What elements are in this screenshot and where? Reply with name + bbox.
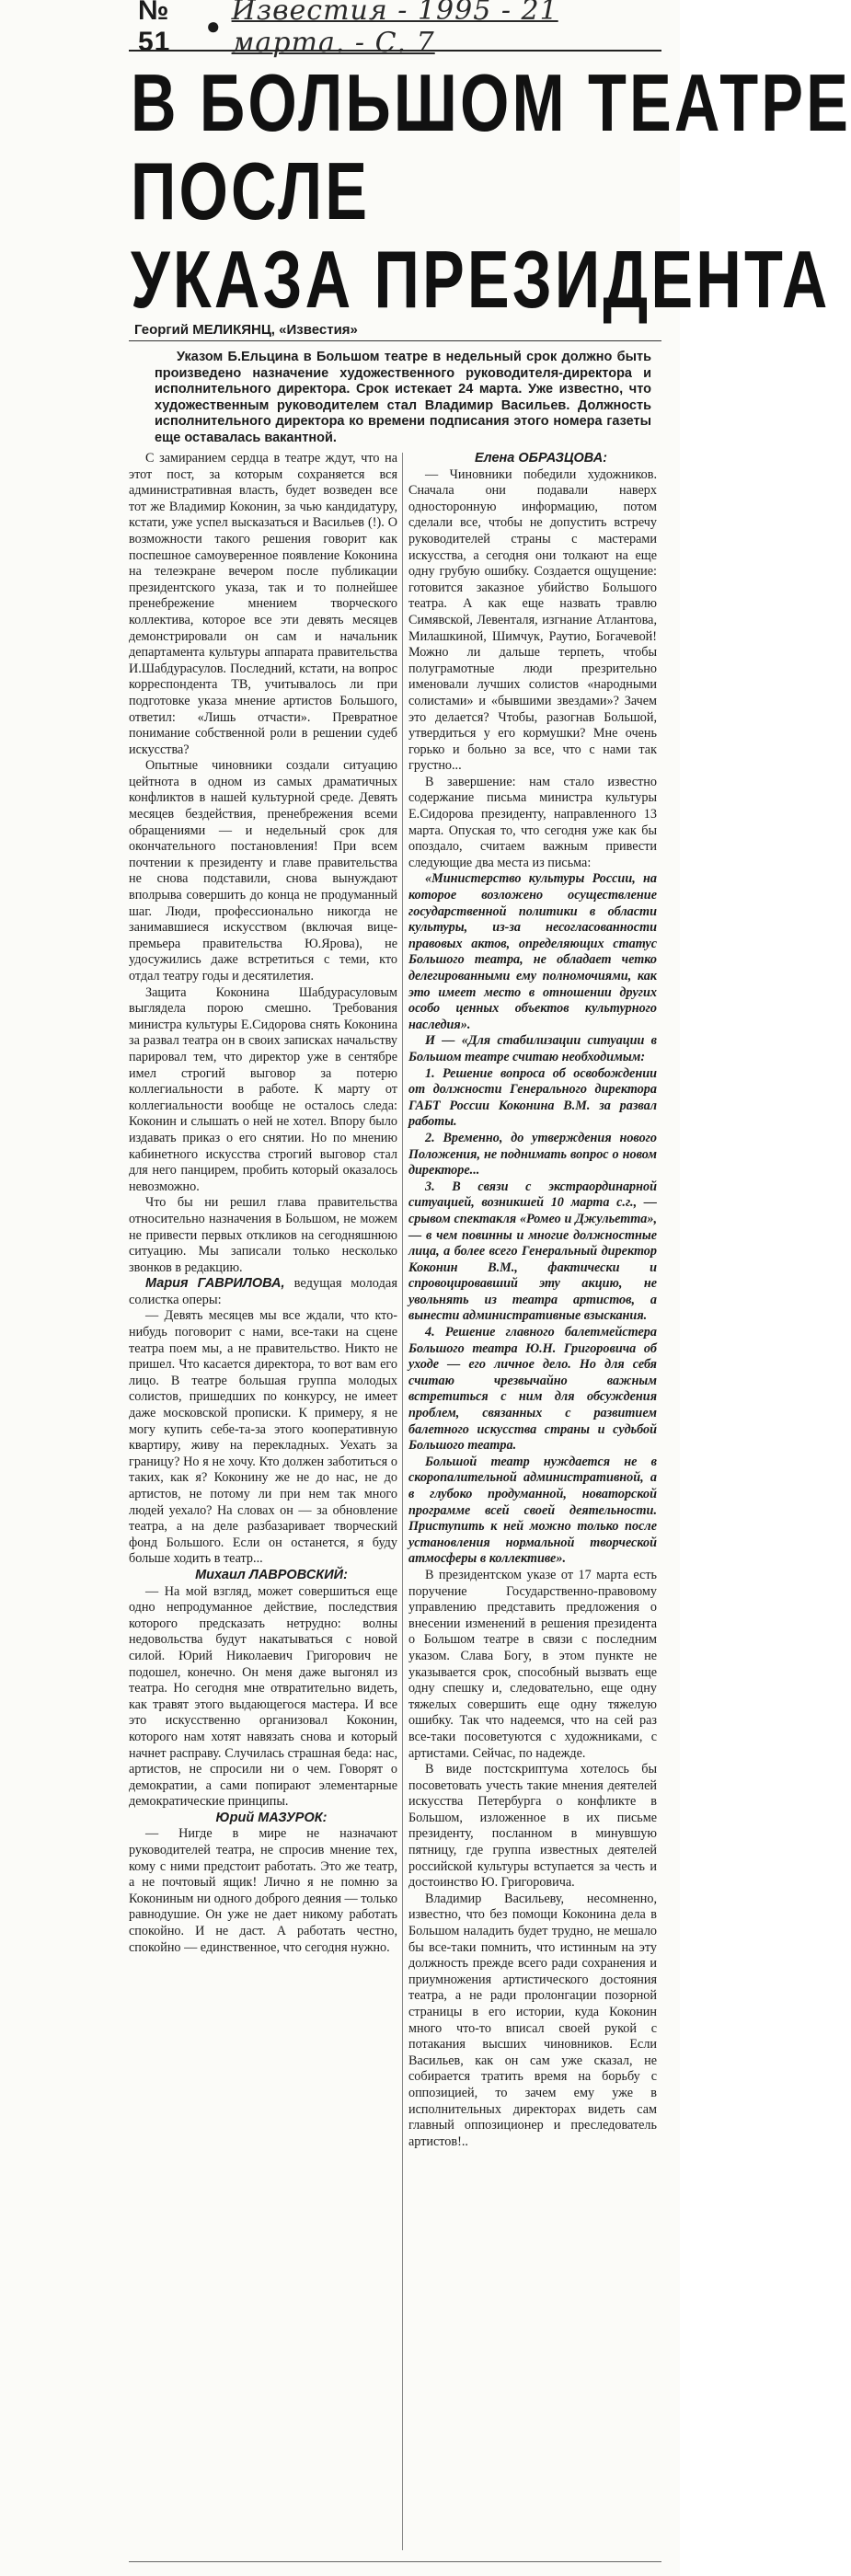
letter-quote: «Министерство культуры России, на которое возложено осуществление государственной политики в области культуры, из-за несогласованности правовых актов, определяющих статус Большого театра, не обладает четко делегированными ему полномочиями, как это имеет место в отношении других особо ценных объектов культурного наследия».	[408, 871, 657, 1032]
paragraph: Защита Коконина Шабдурасуловым выглядела порою смешно. Требования министра культуры Е.Сидорова снять Коконина за развал театра он в своих записках начальству парировал тем, что директор уже в сентябре имел строгий выговор за потерю коллегиальности в работе. К марту от коллегиальности вообще не осталось следа: Коконин и слышать о ней не хотел. Впору было издавать приказ о его снятии. Но по мнению кабинетного искусства строгий выговор стал для него панцирем, пробить который оказалось невозможно.	[129, 984, 397, 1194]
paragraph: — Девять месяцев мы все ждали, что кто-нибудь поговорит с нами, все-таки на сцене театра поем мы, а не правительство. Никто не пришел. Что касается директора, то вот вам его лицо. В театре большая группа молодых солистов, пришедших по конкурсу, не имеет даже московской прописки. К примеру, я не могу купить себе-та-за этого кооперативную квартиру, живу на перекладных. Уехать за границу? Но я не хочу. Кто должен заботиться о таких, как я? Коконину же не до нас, не до артистов, не потому ли при нем так много людей уехало? На словах он — за обновление театра, а на деле разбазаривает творческий фонд Большого. Если он останется, я буду больше ходить в театр...	[129, 1308, 397, 1567]
paragraph: С замиранием сердца в театре ждут, что на этот пост, за которым сохраняется вся административная власть, будет возведен все тот же Владимир Коконин, за чью кандидатуру, кстати, уже успел высказаться и Васильев (!). О возможности такого решения говорит как поспешное самоуверенное появление Коконина на телеэкране вечером после публикации президентского указа, так и то полнейшее пренебрежение мнением творческого коллектива, которое все эти девять месяцев демонстрировали он сам и начальник департамента культуры аппарата правительства И.Шабдурасулов. Последний, кстати, на вопрос корреспондента ТВ, учитывалось ли при подготовке указа мнение артистов Большого, ответил: «Лишь отчасти». Превратное понимание собственной роли в решении судеб искусства?	[129, 451, 397, 757]
letter-quote: 2. Временно, до утверждения нового Положения, не поднимать вопрос о новом директоре...	[408, 1130, 657, 1179]
paragraph: — Чиновники победили художников. Сначала они подавали наверх односторонную информацию, потом сделали все, чтобы не допустить встречу руководителей страны с мастерами искусства, а сегодня они толкают на еще одну грубую ошибку. Создается ощущение: готовится заказное убийство Большого театра. А как еще назвать травлю Симявской, Левенталя, изгнание Атлантова, Милашкиной, Шимчук, Раутио, Богачевой! Можно ли дальше терпеть, чтобы полуграмотные люди презрительно именовали лучших солистов «народными солистами» и «бывшими звездами»? Зачем это делается? Чтобы, разогнав Большой, утвердиться у его кормушки? Мне очень горько и больно за все, что с нами так грустно...	[408, 466, 657, 774]
masthead	[138, 0, 653, 59]
letter-quote: 4. Решение главного балетмейстера Большого театра Ю.Н. Григоровича об уходе — его личное дело. Но для себя считаю чрезвычайно важным встретиться с ним для обсуждения проблем, связанных с развитием балетного искусства страны и судьбой Большого театра.	[408, 1325, 657, 1454]
byline-rule	[129, 340, 661, 341]
paragraph: — На мой взгляд, может совершиться еще одно непродуманное действие, последствия которого предсказать нетрудно: волны недовольства будут накатываться с новой силой. Юрий Николаевич Григорович не подошел, конечно. Он меня даже выгонял из театра. Но сегодня мне отвратительно видеть, как травят этого выдающегося мастера. И все это искусственно организовал Коконин, которого нам хотят навязать снова и который начнет расправу. Случилась страшная беда: нас, артистов, не спросили ни о чем. Говорят о демократии, а сами попирают элементарные демократические принципы.	[129, 1583, 397, 1810]
speaker-gavrilova	[129, 1276, 397, 1308]
headline-line-1: В БОЛЬШОМ ТЕАТРЕ	[131, 57, 851, 148]
speaker-lavrovsky: Михаил ЛАВРОВСКИЙ:	[195, 1567, 348, 1582]
letter-quote: 3. В связи с экстраординарной ситуацией, возникшей 10 марта с.г., — срывом спектакля «Ромео и Джульетта», — в чем повинны и многие должностные лица, а более всего Генеральный директор Коконин В.М., фактически и спровоцировавший эту акцию, не увольнять из театра артистов, а вынести административные взыскания.	[408, 1179, 657, 1324]
headline	[131, 57, 851, 325]
handwritten-source-note: Известия - 1995 - 21 марта. - С. 7	[231, 0, 558, 59]
paragraph: Опытные чиновники создали ситуацию цейтнота в одном из самых драматичных конфликтов в нашей культурной среде. Девять месяцев бездействия, пренебрежения всеми обращениями — и недельный срок для окончательного постановления! При всем почтении к президенту и главе правительства не снова подставили, снова вынуждают вполрыва совершить до конца не продуманный шаг. Люди, профессионально никогда не занимавшиеся искусством (включая вице-премьера правительства Ю.Ярова), не удосужились даже встретиться с теми, кто отдал театру годы и десятилетия.	[129, 758, 397, 983]
paragraph: Что бы ни решил глава правительства относительно назначения в Большом, не можем не привести первых откликов на сегодняшнюю ситуацию. Мы записали только несколько звонков в редакцию.	[129, 1195, 397, 1275]
paragraph: В завершение: нам стало известно содержание письма министра культуры Е.Сидорова президенту, направленного 13 марта. Опуская то, что сегодня уже как бы опоздало, считаем важным привести следующие два места из письма:	[408, 774, 657, 870]
issue-number: № 51	[138, 0, 171, 57]
paragraph: В виде постскриптума хотелось бы посоветовать учесть такие мнения деятелей искусства Петербурга о конфликте в Большом, изложенное в их письме президенту, посланном в минувшую пятницу, где группа известных деятелей российской культуры вступается за честь и достоинство Ю. Григоровича.	[408, 1762, 657, 1891]
right-column	[408, 451, 657, 2558]
speaker-mazurok: Юрий МАЗУРОК:	[215, 1810, 328, 1825]
paragraph: Владимир Васильеву, несомненно, известно, что без помощи Коконина дела в Большом наладить будет трудно, не мешало бы все-таки помнить, что истинным на эту должность прежде всего ради сохранения и приумножения артистического достояния театра, а не ради пролонгации позорной страницы в его истории, куда Коконин много что-то вписал своей рукой с потакания высших чиновников. Если Васильев, как он сам уже сказал, не собирается тратить время на борьбу с оппозицией, то зачем ему уже в исполнительных директорах видеть сам главный оппозиционер и преследователь артистов!..	[408, 1891, 657, 2149]
column-divider	[402, 453, 403, 2550]
speaker-name: Мария ГАВРИЛОВА,	[145, 1276, 285, 1292]
speaker-role: ведущая молодая солистка оперы:	[129, 1276, 397, 1307]
headline-line-2: ПОСЛЕ	[131, 145, 371, 236]
letter-quote: И — «Для стабилизации ситуации в Большом театре считаю необходимым:	[408, 1033, 657, 1064]
letter-quote: Большой театр нуждается не в скоропалительной административной, а в глубоко продуманной, новаторской программе всей своей деятельности. Приступить к ней можно только после установления нормальной творческой атмосферы в коллективе».	[408, 1454, 657, 1567]
speaker-obraztsova: Елена ОБРАЗЦОВА:	[474, 451, 608, 466]
byline: Георгий МЕЛИКЯНЦ, «Известия»	[134, 322, 358, 338]
paragraph: В президентском указе от 17 марта есть поручение Государственно-правовому управлению представить предложения о внесении изменений в решения президента о Большом театре в связи с последним указом. Слава Богу, в этом пункте не указывается срок, способный вызвать еще одну спешку и, следовательно, еще одну тяжелых совершить еще одну тяжелую ошибку. Так что надеемся, что на сей раз все-таки посоветуются с художниками, с артистами. Сейчас, по надежде.	[408, 1567, 657, 1761]
lead-paragraph: Указом Б.Ельцина в Большом театре в недельный срок должно быть произведено назначение художественного руководителя-директора и исполнительного директора. Срок истекает 24 марта. Уже известно, что художественным руководителем стал Владимир Васильев. Должность исполнительного директора ко времени подписания этого номера газеты еще оставалась вакантной.	[155, 350, 651, 445]
top-rule	[129, 50, 661, 52]
letter-quote: 1. Решение вопроса об освобождении от должности Генерального директора ГАБТ России Коконина В.М. за развал работы.	[408, 1065, 657, 1130]
headline-line-3: УКАЗА ПРЕЗИДЕНТА	[131, 234, 831, 325]
bottom-rule	[129, 2561, 661, 2562]
paragraph: — Нигде в мире не назначают руководителей театра, не спросив мнение тех, кому с ними предстоит работать. Это же театр, а не почтовый ящик! Лично я не помню за Кокониным ни одного доброго деяния — только равнодушие. Он уже не дает никому работать спокойно. И не даст. А работать честно, спокойно — единственное, что сегодня нужно.	[129, 1826, 397, 1955]
left-column	[129, 451, 397, 2558]
bullet-icon: ●	[205, 13, 221, 40]
